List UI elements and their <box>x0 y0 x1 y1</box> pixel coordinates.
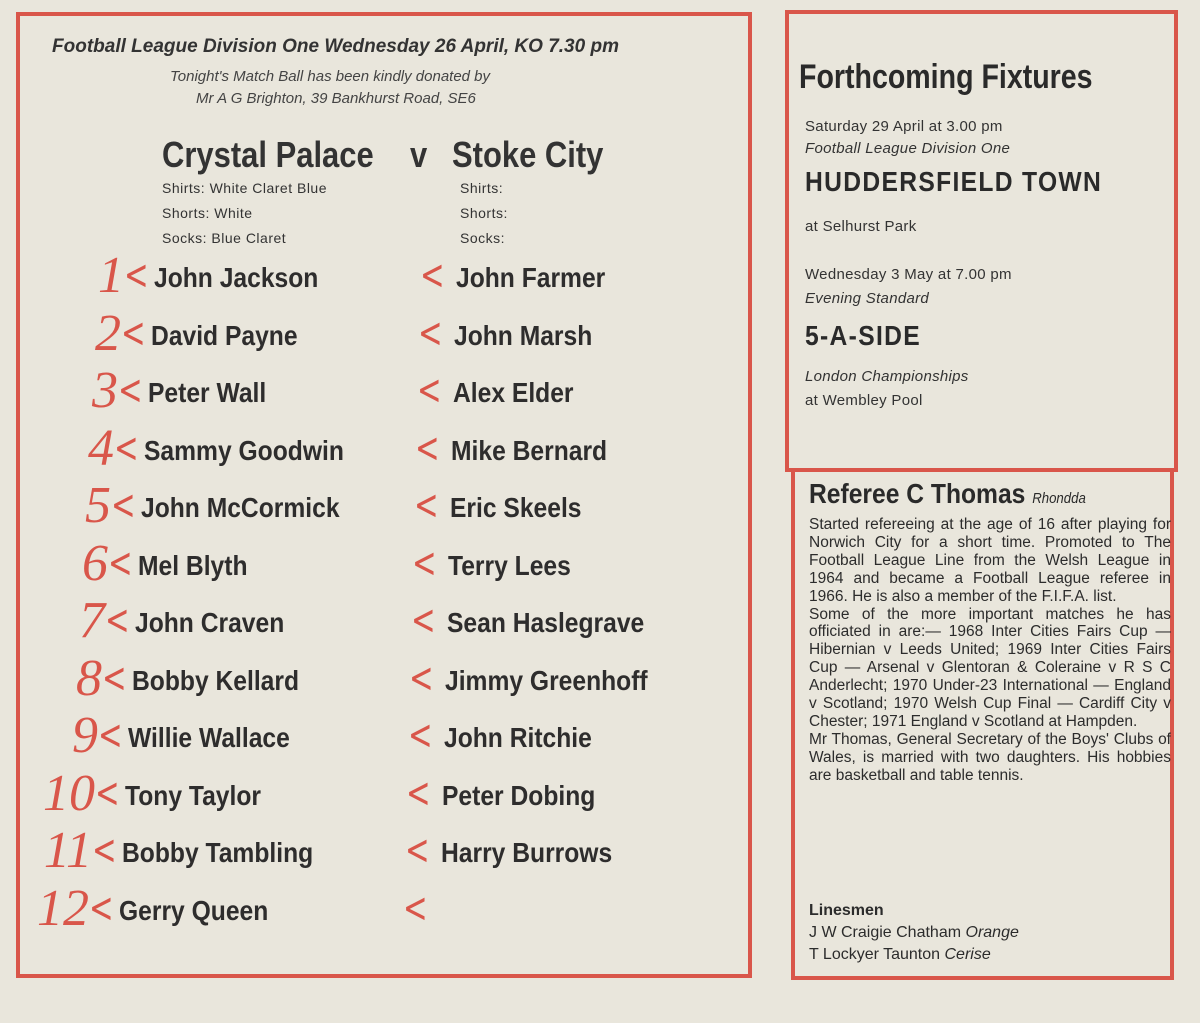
home-player: Willie Wallace <box>128 722 290 753</box>
forthcoming-fixtures-panel <box>785 10 1178 472</box>
chevron-icon: < <box>124 250 149 299</box>
home-kit-shorts: Shorts: White <box>162 205 253 221</box>
home-player: Bobby Kellard <box>132 664 300 696</box>
away-player: John Marsh <box>454 319 593 351</box>
away-team-name: Stoke City <box>452 134 604 175</box>
fixture2-event: 5-A-SIDE <box>805 320 921 351</box>
home-player: Tony Taylor <box>125 779 262 811</box>
chevron-icon: < <box>411 595 436 644</box>
fixture1-competition: Football League Division One <box>805 140 1011 157</box>
fixture2-name: London Championships <box>805 368 969 385</box>
linesmen-heading: Linesmen <box>809 902 884 919</box>
away-player: Terry Lees <box>448 549 571 581</box>
away-kit-shorts: Shorts: <box>460 205 508 221</box>
match-lineup-panel <box>16 12 752 978</box>
chevron-icon: < <box>409 652 434 702</box>
chevron-icon: < <box>108 537 133 587</box>
home-player: John McCormick <box>141 492 340 523</box>
shirt-number: 9 <box>72 707 98 764</box>
home-player: Gerry Queen <box>119 894 269 926</box>
referee-matches-text: Some of the more important matches he has officiated in are:— 1968 Inter Cities Fairs Cup — Hibernian v Leeds United; 1969 Inter Cities Fairs Cup — Arsenal v Glentoran & Coleraine v R S C Anderlecht; 1970 Under-23 International — England v Scotland; 1970 Welsh Cup Final — Cardiff City v Chester; 1971 England v Scotland at Hampden. <box>809 605 1171 730</box>
donor-line-2: Mr A G Brighton, 39 Bankhurst Road, SE6 <box>196 90 476 107</box>
referee-biography <box>809 516 1171 785</box>
shirt-number: 4 <box>88 419 114 477</box>
linesman-1-flag: Orange <box>965 924 1019 941</box>
shirt-number: 12 <box>37 879 89 937</box>
away-player: John Ritchie <box>444 722 592 753</box>
linesman-2 <box>809 946 991 964</box>
shirt-number: 3 <box>92 362 118 419</box>
referee-bio-text: Started refereeing at the age of 16 after playing for Norwich City for a short time. Promoted to The Football League Line from the Welsh League in 1964 and became a Football League referee in 1966. He is also a member of the F.I.F.A. list. <box>809 516 1171 605</box>
donor-line-1: Tonight's Match Ball has been kindly donated by <box>170 68 491 85</box>
home-player: Peter Wall <box>148 377 267 408</box>
away-player: Alex Elder <box>453 377 574 408</box>
referee-title <box>809 478 1086 510</box>
fixture2-venue: at Wembley Pool <box>805 392 923 409</box>
fixture2-sponsor: Evening Standard <box>805 290 930 307</box>
chevron-icon: < <box>415 422 440 472</box>
shirt-number: 11 <box>43 822 92 879</box>
away-player: Harry Burrows <box>441 837 613 868</box>
home-kit-shirts: Shirts: White Claret Blue <box>162 180 327 196</box>
chevron-icon: < <box>405 825 430 874</box>
linesman-2-name: T Lockyer Taunton <box>809 946 941 963</box>
home-team-name: Crystal Palace <box>162 134 374 175</box>
chevron-icon: < <box>418 307 443 357</box>
fixture1-venue: at Selhurst Park <box>805 218 917 235</box>
chevron-icon: < <box>95 767 120 817</box>
chevron-icon: < <box>102 652 127 702</box>
home-player: Sammy Goodwin <box>144 434 344 466</box>
match-header: Football League Division One Wednesday 26 April, KO 7.30 pm <box>52 36 619 57</box>
fixture2-date: Wednesday 3 May at 7.00 pm <box>805 266 1012 283</box>
away-player: John Farmer <box>456 262 606 293</box>
referee-region: Rhondda <box>1032 490 1086 507</box>
home-player: Mel Blyth <box>138 549 248 581</box>
chevron-icon: < <box>420 250 445 299</box>
fixture1-opponent: HUDDERSFIELD TOWN <box>805 166 1103 197</box>
away-player: Mike Bernard <box>451 434 608 466</box>
chevron-icon: < <box>406 767 431 817</box>
away-player: Peter Dobing <box>442 779 596 811</box>
chevron-icon: < <box>417 365 442 414</box>
linesman-1 <box>809 924 1019 942</box>
chevron-icon: < <box>412 537 437 587</box>
away-player: Eric Skeels <box>450 492 582 523</box>
fixtures-title: Forthcoming Fixtures <box>799 58 1093 96</box>
away-player: Sean Haslegrave <box>447 607 645 638</box>
shirt-number: 6 <box>82 534 108 592</box>
chevron-icon: < <box>114 422 139 472</box>
shirt-number: 2 <box>95 304 121 362</box>
shirt-number: 1 <box>98 247 124 304</box>
chevron-icon: < <box>89 882 114 932</box>
linesman-1-name: J W Craigie Chatham <box>809 924 962 941</box>
chevron-icon: < <box>403 882 428 932</box>
home-player: Bobby Tambling <box>122 837 314 868</box>
chevron-icon: < <box>111 480 136 529</box>
away-kit-shirts: Shirts: <box>460 180 504 196</box>
versus-label: v <box>410 134 428 175</box>
chevron-icon: < <box>92 825 117 874</box>
home-player: John Craven <box>135 607 285 638</box>
chevron-icon: < <box>98 710 123 759</box>
linesman-2-flag: Cerise <box>944 946 991 963</box>
away-kit-socks: Socks: <box>460 230 506 246</box>
referee-name: Referee C Thomas <box>809 478 1026 509</box>
away-player: Jimmy Greenhoff <box>445 664 648 696</box>
chevron-icon: < <box>118 365 143 414</box>
chevron-icon: < <box>414 480 439 529</box>
home-kit-socks: Socks: Blue Claret <box>162 230 287 246</box>
referee-family-text: Mr Thomas, General Secretary of the Boys' Clubs of Wales, is married with two daughters. His hobbies are basketball and table tennis. <box>809 730 1171 784</box>
chevron-icon: < <box>105 595 130 644</box>
fixture1-date: Saturday 29 April at 3.00 pm <box>805 118 1003 135</box>
referee-panel <box>791 468 1174 980</box>
shirt-number: 8 <box>76 649 102 707</box>
home-player: David Payne <box>151 319 298 351</box>
chevron-icon: < <box>408 710 433 759</box>
shirt-number: 10 <box>43 764 95 822</box>
chevron-icon: < <box>121 307 146 357</box>
shirt-number: 7 <box>79 592 105 649</box>
shirt-number: 5 <box>85 477 111 534</box>
home-player: John Jackson <box>154 262 319 293</box>
